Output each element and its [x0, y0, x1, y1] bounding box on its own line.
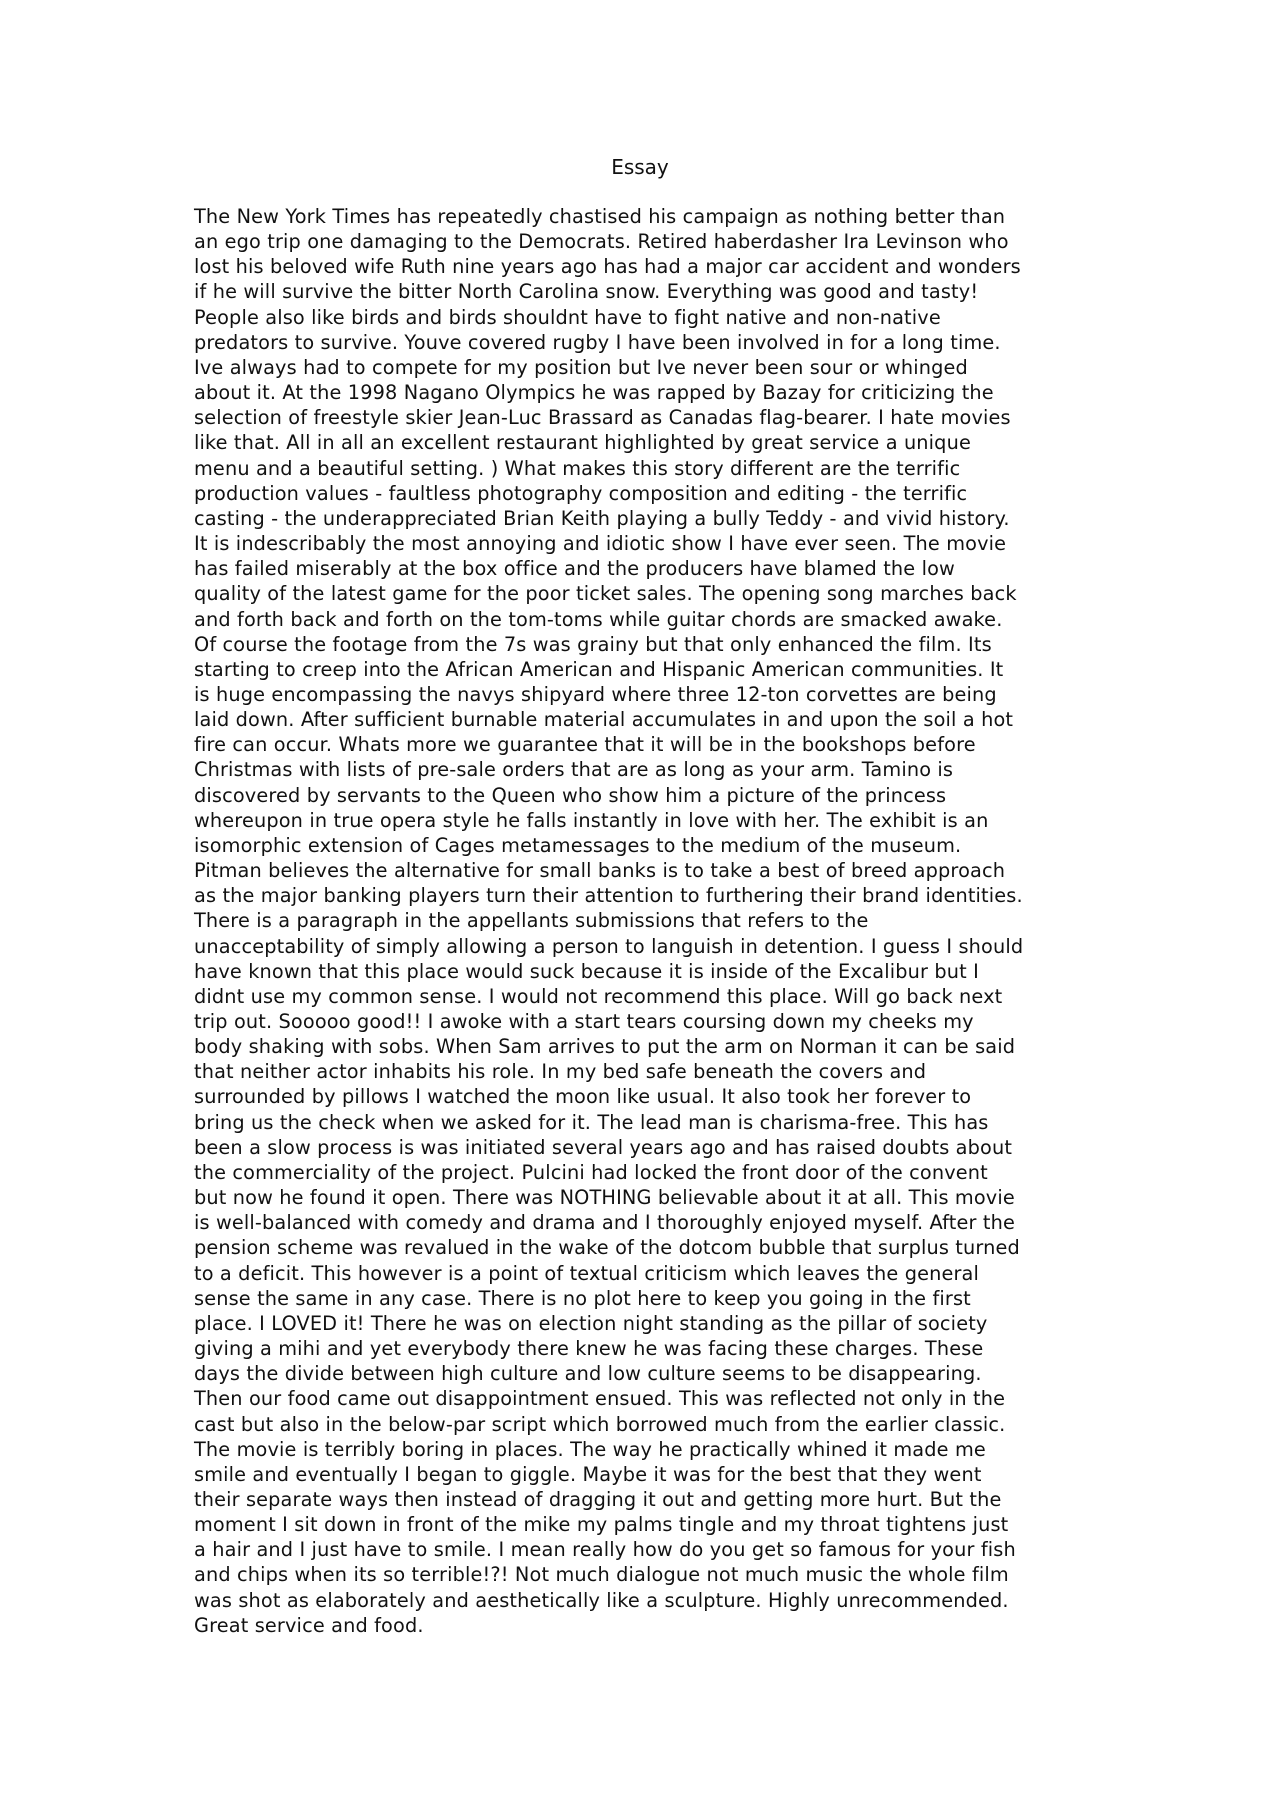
essay-line: Christmas with lists of pre-sale orders that are as long as your arm. Tamino is: [194, 758, 954, 782]
essay-line: but now he found it open. There was NOTHING believable about it at all. This movie: [194, 1186, 1015, 1210]
essay-line: menu and a beautiful setting. ) What makes this story different are the terrific: [194, 456, 961, 480]
essay-line: selection of freestyle skier Jean-Luc Brassard as Canadas flag-bearer. I hate movies: [194, 406, 1011, 430]
essay-line: smile and eventually I began to giggle. Maybe it was for the best that they went: [194, 1462, 982, 1486]
essay-line: to a deficit. This however is a point of textual criticism which leaves the general: [194, 1261, 980, 1285]
essay-line: was shot as elaborately and aesthetically like a sculpture. Highly unrecommended.: [194, 1588, 1009, 1612]
page-title: Essay: [611, 155, 669, 179]
essay-line: trip out. Sooooo good!! I awoke with a start tears coursing down my cheeks my: [194, 1010, 974, 1033]
essay-line: is well-balanced with comedy and drama and I thoroughly enjoyed myself. After the: [194, 1211, 1015, 1235]
essay-line: place. I LOVED it! There he was on election night standing as the pillar of society: [194, 1311, 988, 1335]
essay-line: surrounded by pillows I watched the moon like usual. It also took her forever to: [194, 1085, 972, 1109]
essay-line: moment I sit down in front of the mike my palms tingle and my throat tightens just: [194, 1513, 1009, 1537]
essay-line: if he will survive the bitter North Carolina snow. Everything was good and tasty!: [194, 280, 979, 304]
essay-line: as the major banking players turn their attention to furthering their brand identities.: [194, 884, 1023, 908]
essay-line: unacceptability of simply allowing a person to languish in detention. I guess I should: [194, 934, 1024, 958]
essay-line: sense the same in any case. There is no plot here to keep you going in the first: [194, 1286, 971, 1310]
essay-line: about it. At the 1998 Nagano Olympics he was rapped by Bazay for criticizing the: [194, 381, 994, 405]
essay-line: that neither actor inhabits his role. In my bed safe beneath the covers and: [194, 1060, 927, 1084]
essay-line: have known that this place would suck because it is inside of the Excalibur but I: [194, 959, 979, 983]
essay-line: People also like birds and birds shouldnt have to fight native and non-native: [194, 305, 941, 329]
essay-line: production values - faultless photography composition and editing - the terrific: [194, 481, 968, 505]
essay-line: Pitman believes the alternative for small banks is to take a best of breed approach: [194, 859, 1006, 883]
essay-line: casting - the underappreciated Brian Keith playing a bully Teddy - and vivid history.: [194, 506, 1010, 530]
essay-line: starting to creep into the African American and Hispanic American communities. It: [194, 657, 1004, 681]
essay-line: has failed miserably at the box office and the producers have blamed the low: [194, 557, 955, 581]
essay-line: cast but also in the below-par script which borrowed much from the earlier classic.: [194, 1412, 1006, 1436]
essay-line: Great service and food.: [194, 1613, 424, 1637]
essay-line: been a slow process is was initiated several years ago and has raised doubts about: [194, 1135, 1013, 1159]
essay-line: and forth back and forth on the tom-toms while guitar chords are smacked awake.: [194, 607, 1003, 631]
essay-line: lost his beloved wife Ruth nine years ago has had a major car accident and wonders: [194, 255, 1021, 279]
essay-line: a hair and I just have to smile. I mean really how do you get so famous for your fish: [194, 1538, 1016, 1562]
essay-line: The movie is terribly boring in places. The way he practically whined it made me: [194, 1437, 986, 1461]
essay-line: laid down. After sufficient burnable material accumulates in and upon the soil a hot: [194, 708, 1014, 732]
essay-line: Ive always had to compete for my position but Ive never been sour or whinged: [194, 355, 968, 379]
essay-line: their separate ways then instead of dragging it out and getting more hurt. But the: [194, 1487, 1002, 1511]
essay-body: [194, 204, 1094, 1638]
essay-line: an ego trip one damaging to the Democrats. Retired haberdasher Ira Levinson who: [194, 230, 1009, 254]
essay-line: predators to survive. Youve covered rugby I have been involved in for a long time.: [194, 330, 1001, 354]
essay-line: bring us the check when we asked for it. The lead man is charisma-free. This has: [194, 1110, 989, 1134]
essay-line: didnt use my common sense. I would not recommend this place. Will go back next: [194, 984, 1003, 1008]
essay-line: is huge encompassing the navys shipyard where three 12-ton corvettes are being: [194, 682, 997, 706]
essay-line: like that. All in all an excellent restaurant highlighted by great service a unique: [194, 431, 971, 455]
essay-line: and chips when its so terrible!?! Not much dialogue not much music the whole film: [194, 1563, 1009, 1587]
essay-line: There is a paragraph in the appellants submissions that refers to the: [194, 909, 869, 933]
essay-line: It is indescribably the most annoying and idiotic show I have ever seen. The movie: [194, 532, 1007, 556]
essay-line: Of course the footage from the 7s was grainy but that only enhanced the film. Its: [194, 632, 992, 656]
essay-line: the commerciality of the project. Pulcini had locked the front door of the convent: [194, 1160, 988, 1184]
essay-line: body shaking with sobs. When Sam arrives to put the arm on Norman it can be said: [194, 1035, 1016, 1059]
essay-line: quality of the latest game for the poor ticket sales. The opening song marches back: [194, 582, 1017, 606]
essay-line: whereupon in true opera style he falls instantly in love with her. The exhibit is an: [194, 808, 989, 832]
essay-line: Then our food came out disappointment ensued. This was reflected not only in the: [194, 1387, 1006, 1411]
essay-line: The New York Times has repeatedly chastised his campaign as nothing better than: [194, 205, 1006, 228]
essay-line: days the divide between high culture and low culture seems to be disappearing.: [194, 1362, 982, 1386]
essay-line: discovered by servants to the Queen who show him a picture of the princess: [194, 783, 947, 807]
essay-line: fire can occur. Whats more we guarantee that it will be in the bookshops before: [194, 733, 976, 757]
essay-line: giving a mihi and yet everybody there knew he was facing these charges. These: [194, 1337, 984, 1361]
essay-line: pension scheme was revalued in the wake of the dotcom bubble that surplus turned: [194, 1236, 1020, 1260]
essay-line: isomorphic extension of Cages metamessages to the medium of the museum.: [194, 833, 962, 857]
